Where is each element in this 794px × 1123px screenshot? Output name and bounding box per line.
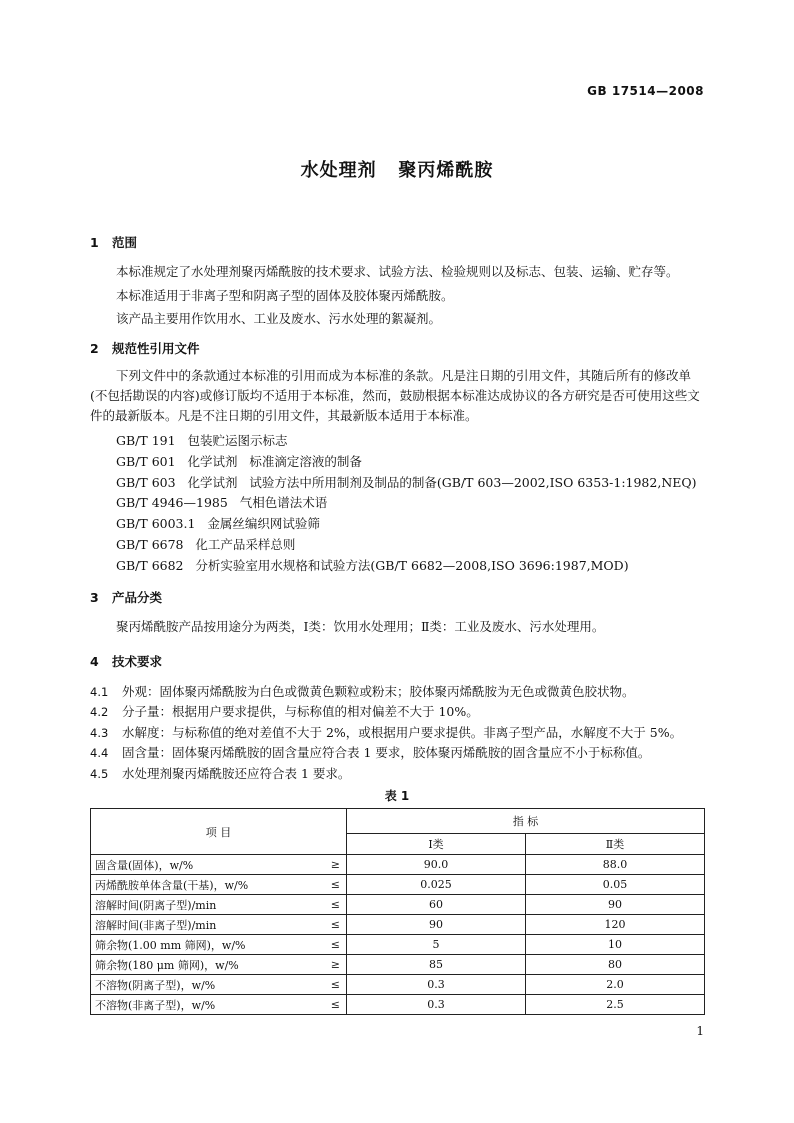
row-operator: ≥ xyxy=(314,955,347,975)
row-value-class-1: 5 xyxy=(347,935,526,955)
row-value-class-2: 0.05 xyxy=(526,875,705,895)
row-value-class-1: 85 xyxy=(347,955,526,975)
section-number: 2 xyxy=(90,341,99,356)
table-header-row xyxy=(91,809,705,834)
clause-number: 4.4 xyxy=(90,746,109,760)
clause-text: 固含量：固体聚丙烯酰胺的固含量应符合表 1 要求，胶体聚丙烯酰胺的固含量应不小于标称值。 xyxy=(122,745,651,760)
row-operator: ≥ xyxy=(314,855,347,875)
clause-number: 4.1 xyxy=(90,685,109,699)
clause-text: 分子量：根据用户要求提供，与标称值的相对偏差不大于 10%。 xyxy=(122,704,479,719)
section-2-heading xyxy=(90,339,200,357)
row-item: 丙烯酰胺单体含量(干基)，w/% xyxy=(91,875,315,895)
clause-text: 水解度：与标称值的绝对差值不大于 2%，或根据用户要求提供。非离子型产品，水解度不大于 5%。 xyxy=(122,725,683,740)
classification-text: 聚丙烯酰胺产品按用途分为两类，Ⅰ类：饮用水处理用；Ⅱ类：工业及废水、污水处理用。 xyxy=(116,619,605,634)
row-value-class-2: 120 xyxy=(526,915,705,935)
row-operator: ≤ xyxy=(314,915,347,935)
row-operator: ≤ xyxy=(314,975,347,995)
table-row xyxy=(91,955,705,975)
row-value-class-1: 0.025 xyxy=(347,875,526,895)
row-value-class-2: 80 xyxy=(526,955,705,975)
section-title: 产品分类 xyxy=(112,590,163,605)
table-row xyxy=(91,915,705,935)
reference-item: GB/T 6682 分析实验室用水规格和试验方法(GB/T 6682—2008,ISO 3696:1987,MOD) xyxy=(116,558,629,573)
row-operator: ≤ xyxy=(314,935,347,955)
table-row xyxy=(91,935,705,955)
section-number: 3 xyxy=(90,590,99,605)
section-title: 技术要求 xyxy=(112,654,163,669)
table-row xyxy=(91,875,705,895)
row-value-class-2: 2.0 xyxy=(526,975,705,995)
spec-table xyxy=(90,808,705,1015)
scope-para-3: 该产品主要用作饮用水、工业及废水、污水处理的絮凝剂。 xyxy=(116,311,442,326)
row-item: 筛余物(1.00 mm 筛网)，w/% xyxy=(91,935,315,955)
reference-item: GB/T 603 化学试剂 试验方法中所用制剂及制品的制备(GB/T 603—2002,ISO 6353-1:1982,NEQ) xyxy=(116,475,697,490)
header-item: 项 目 xyxy=(91,809,347,855)
clause-number: 4.2 xyxy=(90,705,109,719)
row-item: 筛余物(180 μm 筛网)，w/% xyxy=(91,955,315,975)
section-title: 范围 xyxy=(112,235,138,250)
row-value-class-1: 0.3 xyxy=(347,995,526,1015)
scope-para-1: 本标准规定了水处理剂聚丙烯酰胺的技术要求、试验方法、检验规则以及标志、包装、运输、贮存等。 xyxy=(116,264,679,279)
clause-4-5 xyxy=(90,764,350,782)
section-number: 1 xyxy=(90,235,99,250)
clause-number: 4.3 xyxy=(90,726,109,740)
header-indicator: 指 标 xyxy=(347,809,705,834)
references-intro: 下列文件中的条款通过本标准的引用而成为本标准的条款。凡是注日期的引用文件，其随后所有的修改单(不包括勘误的内容)或修订版均不适用于本标准，然而，鼓励根据本标准达成协议的各方研究是否可使用这些文件的最新版本。凡是不注日期的引用文件，其最新版本适用于本标准。 xyxy=(90,368,700,423)
section-1-heading xyxy=(90,233,137,251)
row-operator: ≤ xyxy=(314,895,347,915)
section-title: 规范性引用文件 xyxy=(112,341,200,356)
reference-item: GB/T 6678 化工产品采样总则 xyxy=(116,537,296,552)
table-row xyxy=(91,975,705,995)
row-value-class-2: 2.5 xyxy=(526,995,705,1015)
page-number: 1 xyxy=(696,1024,704,1038)
header-class-2: Ⅱ类 xyxy=(526,834,705,855)
reference-item: GB/T 4946—1985 气相色谱法术语 xyxy=(116,495,328,510)
row-item: 溶解时间(非离子型)/min xyxy=(91,915,315,935)
clause-number: 4.5 xyxy=(90,767,109,781)
reference-item: GB/T 601 化学试剂 标准滴定溶液的制备 xyxy=(116,454,362,469)
standard-code: GB 17514—2008 xyxy=(587,84,704,98)
row-item: 固含量(固体)，w/% xyxy=(91,855,315,875)
row-value-class-1: 90 xyxy=(347,915,526,935)
section-number: 4 xyxy=(90,654,99,669)
row-value-class-1: 60 xyxy=(347,895,526,915)
row-item: 不溶物(非离子型)，w/% xyxy=(91,995,315,1015)
clause-4-3 xyxy=(90,723,682,741)
clause-text: 水处理剂聚丙烯酰胺还应符合表 1 要求。 xyxy=(122,766,351,781)
row-operator: ≤ xyxy=(314,995,347,1015)
row-value-class-2: 10 xyxy=(526,935,705,955)
scope-para-2: 本标准适用于非离子型和阴离子型的固体及胶体聚丙烯酰胺。 xyxy=(116,288,454,303)
reference-item: GB/T 191 包装贮运图示标志 xyxy=(116,433,288,448)
row-item: 不溶物(阴离子型)，w/% xyxy=(91,975,315,995)
reference-item: GB/T 6003.1 金属丝编织网试验筛 xyxy=(116,516,320,531)
row-value-class-2: 88.0 xyxy=(526,855,705,875)
row-operator: ≤ xyxy=(314,875,347,895)
table-row xyxy=(91,855,705,875)
section-3-heading xyxy=(90,588,162,606)
document-title: 水处理剂 聚丙烯酰胺 xyxy=(300,160,494,181)
table-row xyxy=(91,995,705,1015)
clause-4-2 xyxy=(90,702,479,720)
row-item: 溶解时间(阴离子型)/min xyxy=(91,895,315,915)
clause-4-1 xyxy=(90,682,635,700)
header-class-1: Ⅰ类 xyxy=(347,834,526,855)
table-row xyxy=(91,895,705,915)
table-caption: 表 1 xyxy=(384,789,410,803)
clause-text: 外观：固体聚丙烯酰胺为白色或微黄色颗粒或粉末；胶体聚丙烯酰胺为无色或微黄色胶状物。 xyxy=(122,684,635,699)
row-value-class-1: 90.0 xyxy=(347,855,526,875)
section-4-heading xyxy=(90,652,162,670)
row-value-class-1: 0.3 xyxy=(347,975,526,995)
clause-4-4 xyxy=(90,743,650,761)
row-value-class-2: 90 xyxy=(526,895,705,915)
